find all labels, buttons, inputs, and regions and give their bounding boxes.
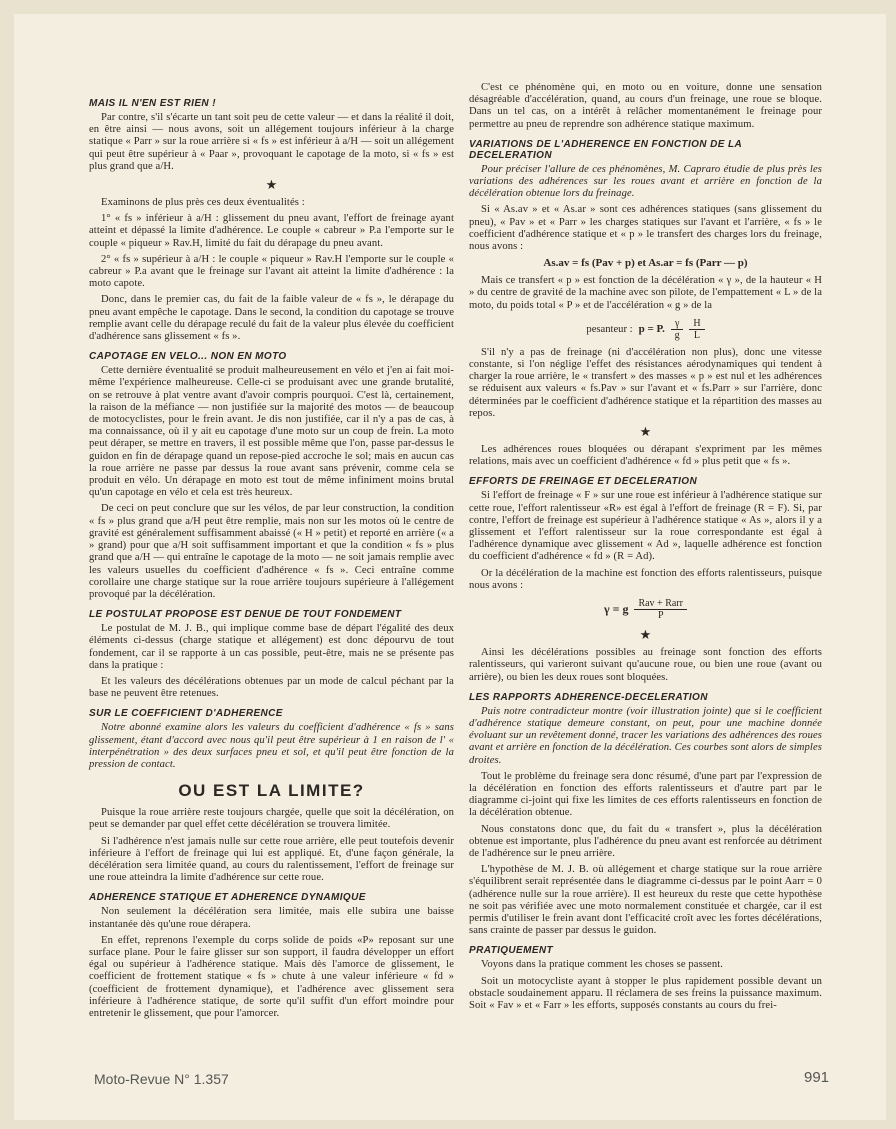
paragraph: Notre abonné examine alors les valeurs du coefficient d'adhérence « fs » sans glissement, étant d'accord avec nous qu'il peut être supérieur à 1 en raison de l' « interpénétration » des deux surfaces pneu et sol, et qu'il peut être fonction de la pression de contact. [89,722,454,770]
star-separator: ★ [639,424,652,440]
paragraph: Nous constatons donc que, du fait du « transfert », plus la décélération obtenue est importante, plus l'adhérence du pneu avant est renforcée au détriment de l'adhérence sur le pneu arrière. [469,823,822,859]
paragraph: Puis notre contradicteur montre (voir illustration jointe) que si le coefficient d'adhérence statique demeure constant, on peut, pour une machine donnée évoluant sur un revêtement donné, tracer les variations des adhérences des roues avant et arrière en fonction de la décélération. Ces courbes sont alors de simples droites. [469,705,822,766]
fraction: $\frac{\text{Rav + Rarr}}{P}$ [634,598,687,621]
paragraph: Mais ce transfert « p » est fonction de la décélération « γ », de la hauteur « H » du centre de gravité de la machine avec son pilote, de l'empattement « L » de la moto, du poids total « P » et de l'accélération « g » de la [469,275,822,311]
paragraph: Par contre, s'il s'écarte un tant soit peu de cette valeur — et dans la réalité il doit, en être ainsi — nous avons, soit un allégement toujours inférieur à la charge statique « Parr » sur la roue arrière si « fs » est inférieur à a/H — soit un allégement qui peut être supérieur à « Paar », provoquant le capotage de la moto, si « fs » est plus grand que a/H. [89,112,454,172]
paragraph: C'est ce phénomène qui, en moto ou en voiture, donne une sensation désagréable d'accélération, quand, au cours d'un freinage, une roue se bloque. Dans un tel cas, on a intérêt à relâcher momentanément le freinage pour permettre au pneu de reprendre son adhérence statique maximum. [469,82,822,130]
paragraph: Si l'adhérence n'est jamais nulle sur cette roue arrière, elle peut toutefois devenir inférieure à l'effort de freinage qui lui est appliqué. Et, d'une façon générale, la décélération sera limitée quand, au cours du ralentissement, l'effort de freinage sur une roue atteindra la limite d'adhérence sur cette roue. [89,835,454,884]
paragraph: Et les valeurs des décélérations obtenues par un mode de calcul péchant par la base ne peuvent être retenues. [89,675,454,700]
paragraph: Non seulement la décélération sera limitée, mais elle subira une baisse instantanée dès qu'une roue dérapera. [89,906,454,930]
heading-statique: ADHERENCE STATIQUE ET ADHERENCE DYNAMIQUE [89,892,366,904]
paragraph: 2° « fs » supérieur à a/H : le couple « piqueur » Rav.H l'emporte sur le couple « cabreur » P.a avant que le freinage sur l'avant ait atteint la limite d'adhérence : la moto capote. [89,253,454,290]
formula-label: pesanteur : [586,323,633,335]
paragraph: En effet, reprenons l'exemple du corps solide de poids «P» reposant sur une surface plane. Pour le faire glisser sur son support, il faudra développer un effort égal ou supérieur à l'adhérence statique. Mais dès l'amorce de glissement, le coefficient de frottement statique « fs » chute à une valeur inférieure « fd » (coefficient de frottement dynamique), et l'adhérence avec glissement sera inférieure à l'adhérence statique, de sorte qu'il suffit d'un effort moindre pour entretenir le glissement, que pour l'amorcer. [89,934,454,1019]
formula-lhs: γ = g [604,602,629,617]
heading-rapports: LES RAPPORTS ADHERENCE-DECELERATION [469,691,708,703]
paragraph: Examinons de plus près ces deux éventualités : [101,197,305,209]
right-column [469,82,822,1016]
star-separator: ★ [265,177,278,193]
paragraph: Donc, dans le premier cas, du fait de la faible valeur de « fs », le dérapage du pneu avant empêche le capotage. Dans le second, la condition du capotage se trouve remplie avant celle du dérapage reculé du fait de la valeur plus élevée du coefficient d'adhérence sans glissement « fs ». [89,294,455,343]
heading-pratiquement: PRATIQUEMENT [469,945,554,957]
paragraph: De ceci on peut conclure que sur les vélos, de par leur construction, la condition « fs » plus grand que a/H peut être remplie, mais non sur les motos où le centre de gravité est généralement suffisamment abaissé (« H » petit) et reporté en arrière (« a » grand) pour que a/H soit suffisamment important et que la condition « fs » plus grand que a/H — qui entraîne le capotage de la moto — ne soit jamais remplie avec les valeurs usuelles du coefficient d'adhérence « fs ». Ceci entraîne comme corollaire une charge statique sur la roue arrière toujours supérieure à l'allégement provoqué par la décélération. [89,503,454,600]
fraction: $\frac{\gamma}{g}$ [671,318,683,341]
left-column [89,90,454,1024]
paragraph: S'il n'y a pas de freinage (ni d'accélération non plus), donc une vitesse constante, si l'on néglige l'effet des résistances aérodynamiques qui tendent à charger la roue arrière, le « transfert » des masses « p » est nul et les adhérences se réduisent aux valeurs « fs.Pav » sur l'avant et « fs.Parr » sur l'arrière, donc déterminées par le coefficient d'adhérence statique et la répartition des masses au repos. [469,346,822,419]
paragraph: Ainsi les décélérations possibles au freinage sont fonction des efforts ralentisseurs, qui varieront suivant qu'aucune roue, ou bien une roue (avant ou arrière), ou bien les deux roues sont bloquées. [469,647,822,683]
paragraph: Voyons dans la pratique comment les choses se passent. [481,959,724,971]
paragraph: L'hypothèse de M. J. B. où allégement et charge statique sur la roue arrière s'équilibrent serait représentée dans le diagramme ci-dessus par le point Aarr = 0 (adhérence nulle sur la roue arrière). Il est heureux du reste que cette hypothèse ne soit pas vérifiée avec une moto normalement constituée et chargée, car il est permis d'utiliser le frein avant dont l'efficacité croît avec les fortes décélérations, sans crainte de passer par dessus le guidon. [469,864,822,937]
section-title-limite: OU EST LA LIMITE? [178,781,365,801]
magazine-page [14,14,886,1120]
heading-efforts: EFFORTS DE FREINAGE ET DECELERATION [469,476,698,488]
formula-transfert [469,318,822,341]
page-number: 991 [804,1069,830,1086]
paragraph: Si l'effort de freinage « F » sur une roue est inférieur à l'adhérence statique sur cette roue, l'effort ralentisseur «R» est égal à l'effort de freinage (R = F). Si, par contre, l'effort de freinage est supérieur à l'adhérence statique « As », alors il y a glissement et l'effort ralentisseur sur la roue correspondante est égal à l'adhérence dynamique avec glissement « Ad », laquelle adhérence est fonction du coefficient d'adhérence « fd » (R = Ad). [469,490,822,563]
paragraph: 1° « fs » inférieur à a/H : glissement du pneu avant, l'effort de freinage ayant atteint et dépassé la limite d'adhérence. Le couple « cabreur » P.a l'emporte sur le couple « piqueur » Rav.H, limité du fait du dérapage du pneu avant. [89,213,454,249]
heading-mais: MAIS IL N'EN EST RIEN ! [89,98,216,109]
formula-adherences: As.av = fs (Pav + p) et As.ar = fs (Parr — p) [543,257,748,270]
paragraph: Les adhérences roues bloquées ou dérapant s'expriment par les mêmes relations, mais avec un coefficient d'adhérence « fd » plus petit que « fs ». [469,444,822,468]
magazine-issue: Moto-Revue N° 1.357 [94,1071,229,1087]
formula-lhs: p = P. [638,323,665,336]
formula-deceleration [469,598,822,621]
heading-postulat: LE POSTULAT PROPOSE EST DENUE DE TOUT FONDEMENT [89,609,402,621]
paragraph: Puisque la roue arrière reste toujours chargée, quelle que soit la décélération, on peut se demander par quel effet cette décélération se trouvera limitée. [89,807,454,831]
paragraph: Tout le problème du freinage sera donc résumé, d'une part par l'expression de la décélération en fonction des efforts ralentisseurs et d'autre part par le diagramme ci-joint qui fixe les limites de ces efforts ralentisseurs en fonction de la décélération obtenue. [469,770,822,819]
heading-capotage: CAPOTAGE EN VELO... NON EN MOTO [89,351,287,363]
fraction: $\frac{H}{L}$ [689,318,704,341]
paragraph: Cette dernière éventualité se produit malheureusement en vélo et j'en ai fait moi-même l'expérience malheureuse. Celle-ci se produisant avec une grande brutalité, on se retrouve à plat ventre avant d'avoir compris pourquoi. C'est là, certainement, la raison de la méfiance — non justifiée sur la majorité des motos — de beaucoup de motocyclistes, pour le frein avant. Je dis non justifiée, car il n'y a pas de cas, à ma connaissance, où il y ait eu capotage d'une moto sur un coup de frein. La moto peut déraper, se mettre en travers, il est possible même que l'on, passe par-dessus le guidon en fin de dérapage quand un repose-pied accroche le sol; mais en aucun cas la roue arrière ne passe par dessus la roue avant sans prévenir, comme cela se produit en vélo. Un dérapage en moto est tout de même infiniment moins brutal qu'un capotage en vélo et cela est très heureux. [89,365,454,499]
heading-variations: VARIATIONS DE L'ADHERENCE EN FONCTION DE LA DECELERATION [469,138,742,161]
paragraph: Or la décélération de la machine est fonction des efforts ralentisseurs, puisque nous avons : [469,567,822,591]
heading-coefficient: SUR LE COEFFICIENT D'ADHERENCE [89,708,283,720]
paragraph: Le postulat de M. J. B., qui implique comme base de départ l'égalité des deux éléments ci-dessus (charge statique et allégement) est donc dépourvu de tout fondement, car il se rapporte à un cas possible, peut-être, mais ne se présente pas dans la pratique : [89,623,454,671]
paragraph: Soit un motocycliste ayant à stopper le plus rapidement possible devant un obstacle soudainement apparu. Il réclamera de ses freins la puissance maximum. Soit « Fav » et « Farr » les efforts, supposés constants au cours du frei- [469,975,822,1011]
paragraph: Si « As.av » et « As.ar » sont ces adhérences statiques (sans glissement du pneu), « Pav » et « Parr » les charges statiques sur l'avant et l'arrière, « fs » le coefficient d'adhérence statique et « p » le transfert des charges lors du freinage, nous avons : [469,204,822,253]
paragraph: Pour préciser l'allure de ces phénomènes, M. Capraro étudie de plus près les variations des adhérences sur les roues avant et arrière en fonction de la décélération obtenue lors du freinage. [469,163,822,200]
star-separator: ★ [639,627,652,643]
